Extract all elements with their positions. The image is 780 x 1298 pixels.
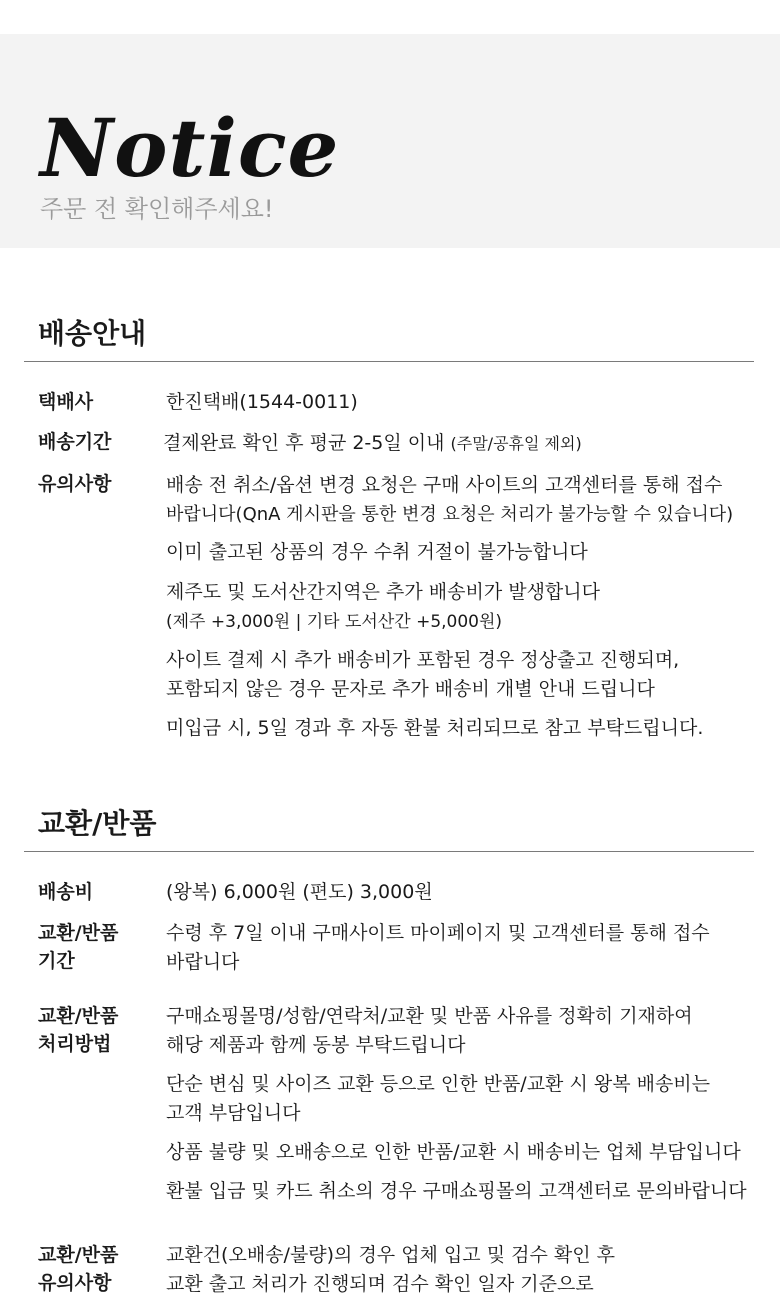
courier-label: 택배사	[38, 391, 94, 413]
shipping-note-line: 사이트 결제 시 추가 배송비가 포함된 경우 정상출고 진행되며,	[166, 649, 680, 671]
banner-title: Notice	[40, 101, 340, 195]
return-caution-line: 교환건(오배송/불량)의 경우 업체 입고 및 검수 확인 후	[166, 1244, 615, 1266]
return-period-line: 바랍니다	[166, 951, 240, 973]
shipping-period-label: 배송기간	[38, 431, 112, 453]
return-method-label: 처리방법	[38, 1033, 112, 1055]
return-caution-line: 교환 출고 처리가 진행되며 검수 확인 일자 기준으로	[166, 1273, 594, 1295]
shipping-notes-label: 유의사항	[38, 473, 112, 495]
shipping-note-line: 제주도 및 도서산간지역은 추가 배송비가 발생합니다	[166, 581, 600, 603]
return-caution-label: 유의사항	[38, 1272, 112, 1294]
shipping-period-value	[163, 429, 582, 458]
return-period-line: 수령 후 7일 이내 구매사이트 마이페이지 및 고객센터를 통해 접수	[166, 922, 710, 944]
return-method-line: 해당 제품과 함께 동봉 부탁드립니다	[166, 1034, 466, 1056]
shipping-note-line: (제주 +3,000원 | 기타 도서산간 +5,000원)	[166, 612, 503, 632]
return-period-label: 기간	[38, 950, 75, 972]
shipping-period-main: 결제완료 확인 후 평균 2-5일 이내	[163, 432, 445, 454]
shipping-note-line: 미입금 시, 5일 경과 후 자동 환불 처리되므로 참고 부탁드립니다.	[166, 717, 704, 739]
shipping-note-line: 이미 출고된 상품의 경우 수취 거절이 불가능합니다	[166, 541, 588, 563]
return-method-line: 상품 불량 및 오배송으로 인한 반품/교환 시 배송비는 업체 부담입니다	[166, 1141, 741, 1163]
return-method-line: 구매쇼핑몰명/성함/연락처/교환 및 반품 사유를 정확히 기재하여	[166, 1005, 693, 1027]
returns-divider	[24, 851, 754, 852]
shipping-note-line: 바랍니다(QnA 게시판을 통한 변경 요청은 처리가 불가능할 수 있습니다)	[166, 504, 734, 525]
return-fee-value: (왕복) 6,000원 (편도) 3,000원	[166, 881, 433, 903]
return-method-line: 환불 입금 및 카드 취소의 경우 구매쇼핑몰의 고객센터로 문의바랍니다	[166, 1180, 747, 1202]
shipping-note-line: 포함되지 않은 경우 문자로 추가 배송비 개별 안내 드립니다	[166, 678, 655, 700]
return-method-label: 교환/반품	[38, 1005, 119, 1027]
return-method-line: 고객 부담입니다	[166, 1102, 301, 1124]
shipping-note-line: 배송 전 취소/옵션 변경 요청은 구매 사이트의 고객센터를 통해 접수	[166, 474, 723, 496]
return-caution-label: 교환/반품	[38, 1244, 119, 1266]
banner-subtitle: 주문 전 확인해주세요!	[40, 195, 274, 223]
shipping-divider	[24, 361, 754, 362]
notice-banner	[0, 34, 780, 248]
shipping-section-title: 배송안내	[38, 317, 147, 350]
shipping-period-note: (주말/공휴일 제외)	[450, 434, 582, 453]
return-method-line: 단순 변심 및 사이즈 교환 등으로 인한 반품/교환 시 왕복 배송비는	[166, 1073, 711, 1095]
return-period-label: 교환/반품	[38, 922, 119, 944]
return-fee-label: 배송비	[38, 881, 94, 903]
courier-value: 한진택배(1544-0011)	[166, 391, 358, 413]
returns-section-title: 교환/반품	[38, 807, 157, 840]
